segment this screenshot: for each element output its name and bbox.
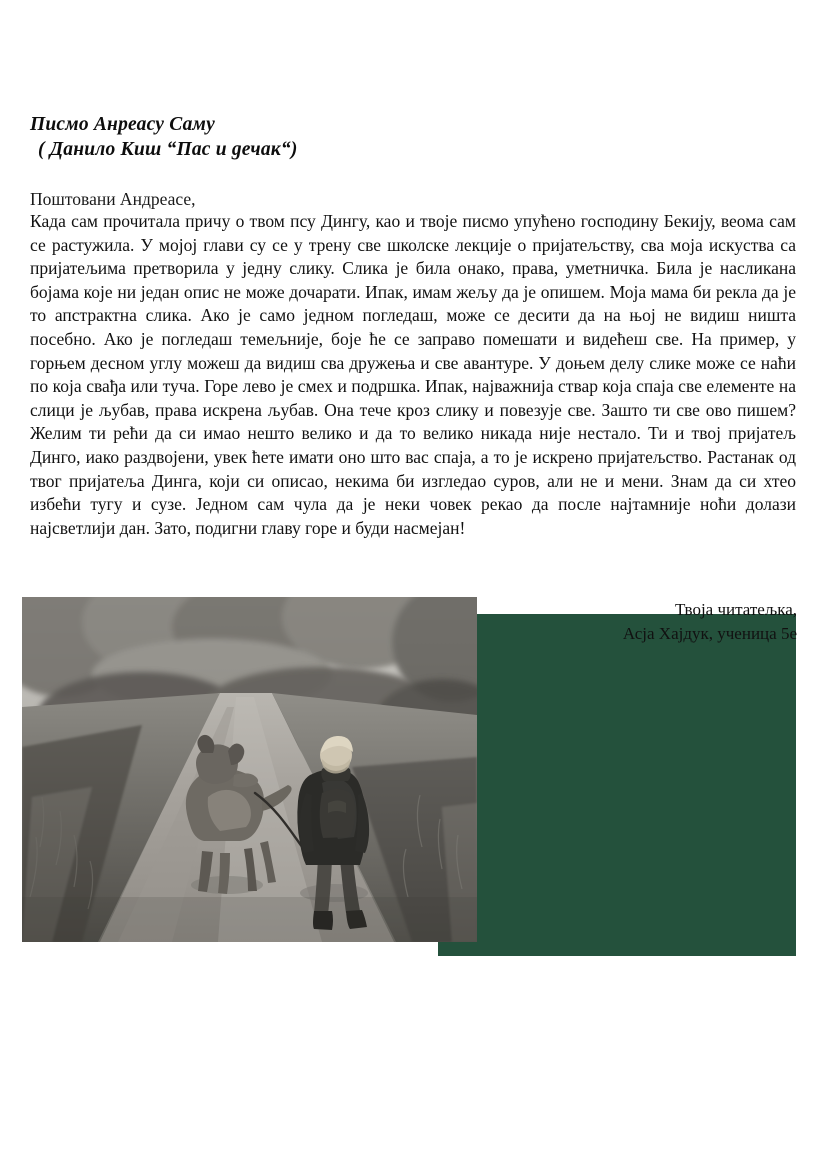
page-title: Писмо Анреасу Саму <box>30 114 215 135</box>
signature-line-1: Твоја читатељка, <box>675 600 797 619</box>
signature-line-2: Асја Хајдук, ученица 5е <box>622 624 797 643</box>
photo-boy-and-dog <box>22 597 477 942</box>
letter-body-text: Када сам прочитала причу о твом псу Дингу, као и твоје писмо упућено господину Бекију, веома сам се растужила. У мојој глави су се у трену све школске лекције о пријатељству, сва моја искуства са пријатељима претворила у једну слику. Слика је била онако, права, уметничка. Била је насликана бојама које ни један опис не може дочарати. Ипак, имам жељу да је опишем. Моја мама би рекла да је то апстрактна слика. Ако је само једном погледаш, може се десити да на њој не видиш ништа посебно. Ако је погледаш темељније, боје ће се заправо помешати и видећеш све. На пример, у горњем десном углу можеш да видиш сва дружења и све авантуре. У доњем делу слике може се наћи по која свађа или туча. Горе лево је смех и подршка. Ипак, најважнија ствар која спаја све елементе на слици је љубав, права искрена љубав. Она тече кроз слику и повезује све. Зашто ти све ово пишем? Желим ти рећи да си имао нешто велико и да то велико никада није нестало. Ти и твој пријатељ Динго, иако раздвојени, увек ћете имати оно што вас спаја, а то је искрено пријатељство. Растанак од твог пријатеља Динга, који си описао, некима би изгледао суров, али не и мени. Знам да си хтео избећи тугу и сузе. Једном сам чула да је неки човек рекао да после најтамније ноћи долази најсветлији дан. Зато, подигни главу горе и буди насмејан! <box>30 211 796 538</box>
page-subtitle: ( Данило Киш “Пас и дечак“) <box>38 139 298 160</box>
salutation-text: Поштовани Андреасе, <box>30 189 196 209</box>
title-block <box>30 112 790 162</box>
green-color-block <box>438 614 796 956</box>
